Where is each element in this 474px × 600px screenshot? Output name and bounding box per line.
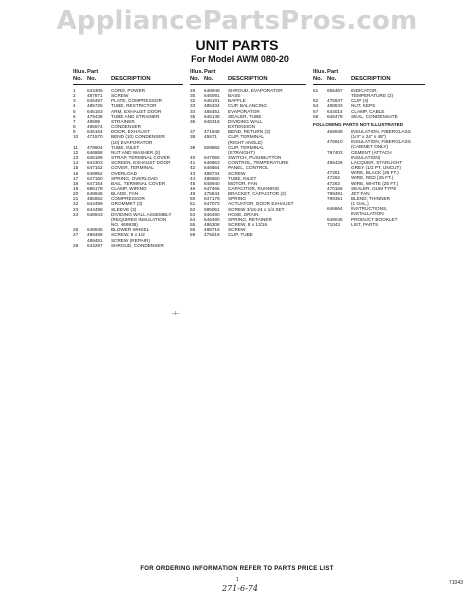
header-no-2: No. bbox=[327, 76, 337, 82]
illus-no: 11 bbox=[73, 144, 78, 150]
part-description: TUBE, RESTRICTOR bbox=[111, 103, 157, 109]
header-description: DESCRIPTION bbox=[111, 76, 151, 82]
part-no: 644306 bbox=[87, 88, 103, 93]
part-description: MOTOR, FAN bbox=[228, 180, 258, 186]
part-description: SCREW, 8 x 1/2 bbox=[111, 232, 145, 238]
part-no: 485426 bbox=[327, 159, 343, 165]
part-description: CLAMP, WIRING bbox=[111, 185, 147, 191]
part-no: 485451 bbox=[204, 108, 220, 114]
illus-no bbox=[313, 222, 327, 227]
table-row bbox=[313, 114, 425, 119]
part-description: HOSE, DRAIN bbox=[228, 211, 259, 217]
part-description: WIRE, BLACK (25 FT.) bbox=[351, 170, 399, 176]
illus-no: 32 bbox=[190, 98, 196, 104]
part-no: 645199 bbox=[87, 155, 103, 161]
part-description: EXTENSION bbox=[228, 124, 256, 130]
table-row bbox=[73, 243, 183, 248]
illus-no: 4 bbox=[73, 103, 76, 109]
part-no: 45571 bbox=[204, 134, 218, 140]
part-no: 47263 bbox=[327, 180, 341, 186]
part-no: 475518 bbox=[204, 232, 220, 238]
part-no: 646490 bbox=[204, 211, 220, 217]
part-description: CLIP, TERMINAL bbox=[228, 134, 265, 140]
header-blank bbox=[228, 69, 306, 76]
part-description: WIRE, WHITE (25 FT.) bbox=[351, 180, 399, 186]
part-no: 648945 bbox=[87, 227, 103, 233]
page-mark: 1 bbox=[236, 577, 239, 583]
part-no: 476810 bbox=[327, 139, 343, 145]
illus-no: 7 bbox=[73, 118, 76, 124]
header-part: Part bbox=[327, 69, 339, 75]
part-description: SHROUD, CONDENSER bbox=[111, 242, 164, 248]
illus-no: 59 bbox=[190, 232, 196, 238]
part-description: INSULATION, FIBERGLASS bbox=[351, 139, 411, 145]
illus-no: 25 bbox=[73, 227, 79, 233]
part-no: 49599 bbox=[87, 118, 101, 124]
illus-no: 54 bbox=[190, 216, 196, 222]
handwritten-note: 271-6-74 bbox=[222, 584, 258, 593]
illus-no: 3 bbox=[73, 98, 76, 104]
page-title: UNIT PARTS bbox=[195, 37, 279, 53]
part-description: CONDENSER bbox=[111, 124, 141, 130]
part-description: CEMENT (ATTACH bbox=[351, 149, 392, 155]
header-row-top bbox=[190, 69, 306, 76]
part-description: INSULATION, FIBERGLASS bbox=[351, 128, 411, 134]
illus-no: 38 bbox=[190, 134, 196, 140]
illus-no: 28 bbox=[73, 242, 79, 248]
part-no: 71043 bbox=[327, 221, 341, 227]
part-description: TEMPERATURE (2) bbox=[351, 93, 394, 99]
illus-no: 5 bbox=[73, 108, 76, 114]
illus-no: 8 bbox=[73, 124, 76, 130]
part-description: JET FAN bbox=[351, 190, 370, 196]
illus-no: 33 bbox=[190, 103, 196, 109]
illus-no: 9 bbox=[73, 129, 76, 135]
header-row-top bbox=[313, 69, 425, 76]
part-no: 488716 bbox=[204, 227, 220, 233]
part-no: 469938 bbox=[327, 128, 343, 134]
parts-column-3 bbox=[313, 69, 425, 227]
part-description: COVER, TERMINAL bbox=[111, 165, 154, 171]
part-no: 647065 bbox=[204, 155, 220, 161]
illus-no: 43 bbox=[190, 170, 196, 176]
illus-no: 2 bbox=[73, 93, 76, 99]
part-description: CLAMP, CABLE bbox=[351, 108, 385, 114]
watermark: AppliancePartsPros.com bbox=[56, 6, 418, 36]
illus-no: 19 bbox=[73, 185, 79, 191]
part-no: 47262 bbox=[327, 175, 341, 181]
part-description: TUBE AND STRAINER bbox=[111, 113, 160, 119]
part-description: CLIP (4) bbox=[351, 98, 369, 104]
part-no: 485725 bbox=[87, 103, 103, 109]
part-no: 488734 bbox=[204, 170, 220, 176]
part-description: INSTRUCTIONS, bbox=[351, 206, 388, 212]
illus-no: 21 bbox=[73, 196, 79, 202]
part-no: 648948 bbox=[204, 88, 220, 93]
header-no-2: No. bbox=[87, 76, 97, 82]
illus-no: 61 bbox=[313, 88, 319, 93]
part-description: ARM, EXHAUST DOOR bbox=[111, 108, 162, 114]
part-no: 646138 bbox=[204, 113, 220, 119]
illus-no: 14 bbox=[73, 160, 79, 166]
illus-no: 12 bbox=[73, 149, 79, 155]
part-no: 479604 bbox=[87, 144, 103, 150]
part-description: WIRE, RED (25 FT.) bbox=[351, 175, 394, 181]
part-description: (1 GAL.) bbox=[351, 201, 369, 207]
part-no: 487871 bbox=[87, 93, 103, 99]
illus-no: 55 bbox=[190, 222, 196, 228]
part-description: BRACKET, CAPACITOR (2) bbox=[228, 191, 287, 197]
part-description: SCREW 3/16-24 x 1/4 SET bbox=[228, 206, 285, 212]
model-subtitle: For Model AWM 080-20 bbox=[191, 54, 289, 64]
part-no: 471570 bbox=[87, 134, 103, 140]
part-description: INSTALLATION bbox=[351, 211, 384, 217]
part-description: INSULATION) bbox=[351, 154, 381, 160]
part-description: DOOR, EXHAUST bbox=[111, 129, 150, 135]
illus-no: 13 bbox=[73, 155, 79, 161]
part-description: SLEEVE (3) bbox=[111, 206, 137, 212]
part-no: 479438 bbox=[87, 113, 103, 119]
part-description: LACQUER, STARLIGHT bbox=[351, 159, 403, 165]
part-description: LIST, PARTS bbox=[351, 221, 379, 227]
illus-no: 50 bbox=[190, 196, 196, 202]
part-description: TUBE, INLET bbox=[111, 144, 140, 150]
part-no: 647466 bbox=[204, 185, 220, 191]
part-no: 488533 bbox=[327, 103, 343, 109]
part-description: (STRAIGHT) bbox=[228, 149, 255, 155]
illus-no: 46 bbox=[190, 185, 196, 191]
illus-no: 39 bbox=[190, 144, 196, 150]
part-description: SHROUD, EVAPORATOR bbox=[228, 88, 283, 93]
illus-no: 17 bbox=[73, 175, 79, 181]
part-no: 797403 bbox=[327, 149, 343, 155]
part-description: SCREW bbox=[228, 170, 246, 176]
header-description: DESCRIPTION bbox=[351, 76, 391, 82]
illus-no: 68 bbox=[313, 113, 319, 119]
part-no: 509882 bbox=[204, 144, 220, 150]
part-description: SEAL, CONDENSATE bbox=[351, 113, 398, 119]
part-no: 646091 bbox=[204, 93, 220, 99]
part-description: SWITCH, PUSHBUTTON bbox=[228, 155, 282, 161]
part-description: COMPRESSOR bbox=[111, 196, 145, 202]
part-no: 799491 bbox=[327, 190, 343, 196]
header-blank bbox=[111, 69, 183, 76]
part-description: NO. 469938) bbox=[111, 222, 138, 228]
part-no: 647150 bbox=[87, 175, 103, 181]
part-description: INDICATOR, bbox=[351, 88, 378, 93]
header-illus: Illus. bbox=[313, 69, 327, 75]
part-description: SPRING bbox=[228, 196, 246, 202]
part-no: 644303 bbox=[87, 160, 103, 166]
part-no: 646154 bbox=[87, 129, 103, 135]
header-no-2: No. bbox=[204, 76, 214, 82]
illus-no: 1 bbox=[73, 88, 76, 93]
part-description: OVERLOAD bbox=[111, 170, 138, 176]
illus-no: 34 bbox=[190, 108, 196, 114]
illus-no: 27 bbox=[73, 232, 79, 238]
not-illustrated-note: FOLLOWING PARTS NOT ILLUSTRATED bbox=[313, 121, 404, 127]
table-row bbox=[313, 222, 425, 227]
illus-no: 40 bbox=[190, 155, 196, 161]
header-illus: Illus. bbox=[190, 69, 204, 75]
illus-no: 64 bbox=[313, 103, 319, 109]
part-no: 488481 bbox=[87, 237, 103, 243]
header-no: No. bbox=[190, 76, 200, 82]
part-description: SPRING, OVERLOAD bbox=[111, 175, 158, 181]
illus-no: 30 bbox=[190, 93, 196, 99]
illus-no: 23 bbox=[73, 206, 79, 212]
illus-no: 24 bbox=[73, 211, 79, 217]
part-description: SCREW bbox=[228, 227, 246, 233]
part-description: PLATE, COMPRESSOR bbox=[111, 98, 162, 104]
illus-no: 44 bbox=[190, 175, 196, 181]
header-part: Part bbox=[87, 69, 99, 75]
part-description: STRAP, TERMINAL COVER bbox=[111, 155, 171, 161]
part-description: CLIP, TERMINAL bbox=[228, 144, 265, 150]
part-no: 485574 bbox=[87, 124, 103, 130]
header-row-top bbox=[73, 69, 183, 76]
part-description: BAIL, TERMINAL COVER bbox=[111, 180, 166, 186]
illus-no: 18 bbox=[73, 180, 79, 186]
part-no: 646868 bbox=[87, 149, 103, 155]
part-description: CONTROL, TEMPERATURE bbox=[228, 160, 289, 166]
part-description: CORD, POWER bbox=[111, 88, 146, 93]
part-no: 470166 bbox=[327, 185, 343, 191]
stray-mark: –/– bbox=[172, 311, 179, 317]
part-description: PANEL, CONTROL bbox=[228, 165, 269, 171]
part-no: 648045 bbox=[327, 216, 343, 222]
part-no: 646490 bbox=[204, 216, 220, 222]
header-row-bottom bbox=[313, 76, 425, 83]
part-no: 648952 bbox=[87, 170, 103, 176]
part-description: SCREEN, EXHAUST DOOR bbox=[111, 160, 171, 166]
illus-no: 52 bbox=[190, 206, 196, 212]
part-no: 644498 bbox=[87, 206, 103, 212]
part-description: (REQUIRES INSULATION bbox=[111, 216, 167, 222]
part-no: 646163 bbox=[87, 108, 103, 114]
header-row-bottom bbox=[73, 76, 183, 83]
illus-no: 16 bbox=[73, 170, 79, 176]
part-no: 485550 bbox=[204, 175, 220, 181]
illus-no: 49 bbox=[190, 191, 196, 197]
part-description: TUBE, INLET bbox=[228, 175, 257, 181]
part-no: 648940 bbox=[204, 180, 220, 186]
header-illus: Illus. bbox=[73, 69, 87, 75]
ordering-footer: FOR ORDERING INFORMATION REFER TO PARTS PRICE LIST bbox=[140, 566, 334, 572]
illus-no: 53 bbox=[190, 211, 196, 217]
part-no: 686178 bbox=[87, 185, 103, 191]
part-description: (CABINET ONLY) bbox=[351, 144, 389, 150]
illus-no: 22 bbox=[73, 201, 79, 207]
part-description: SPRING, RETAINER bbox=[228, 216, 272, 222]
illus-no: 10 bbox=[73, 134, 79, 140]
illus-no: 45 bbox=[190, 180, 196, 186]
illus-no: 42 bbox=[190, 165, 196, 171]
illus-no: 56 bbox=[190, 227, 196, 233]
part-description: SEALER, TUBE bbox=[228, 113, 262, 119]
parts-column-2 bbox=[190, 69, 306, 238]
table-row bbox=[190, 232, 306, 237]
part-description: CAPACITOR, RUNNING bbox=[228, 185, 280, 191]
header-description: DESCRIPTION bbox=[228, 76, 268, 82]
part-description: SEALER, GUM TYPE bbox=[351, 185, 397, 191]
part-description: SCREW, 8 x 13/16 bbox=[228, 222, 268, 228]
part-description: BEND (10) CONDENSER bbox=[111, 134, 165, 140]
part-no: 644499 bbox=[87, 201, 103, 207]
part-description: BAFFLE bbox=[228, 98, 246, 104]
part-no: 648943 bbox=[87, 211, 103, 217]
part-no: 644014 bbox=[327, 108, 343, 114]
part-description: EVAPORATOR bbox=[228, 108, 260, 114]
part-no: 485552 bbox=[87, 196, 103, 202]
part-description: GROMMET (3) bbox=[111, 201, 143, 207]
part-no: 646497 bbox=[87, 98, 103, 104]
parts-column-1 bbox=[73, 69, 183, 248]
part-no: 488488 bbox=[87, 232, 103, 238]
part-no: 647154 bbox=[87, 180, 103, 186]
part-no: 646191 bbox=[204, 98, 220, 104]
part-description: ACTUATOR, DOOR EXHAUST bbox=[228, 201, 294, 207]
header-row-bottom bbox=[190, 76, 306, 83]
column-header bbox=[190, 69, 306, 85]
part-description: STRAINER bbox=[111, 118, 135, 124]
illus-no: 62 bbox=[313, 98, 319, 104]
part-description: BASE bbox=[228, 93, 241, 99]
part-description: NUT, KEPS bbox=[351, 103, 376, 109]
part-no: 646863 bbox=[204, 160, 220, 166]
part-description: BLADE, FAN bbox=[111, 191, 139, 197]
illus-no: 37 bbox=[190, 129, 196, 135]
part-no: 799351 bbox=[327, 195, 343, 201]
part-description: PRODUCT BOOKLET bbox=[351, 216, 398, 222]
illus-no: 35 bbox=[190, 113, 196, 119]
header-blank bbox=[351, 69, 425, 76]
part-description: BLEND, THINNER bbox=[351, 195, 390, 201]
part-no: 471948 bbox=[204, 129, 220, 135]
part-description: BLOWER WHEEL bbox=[111, 227, 150, 233]
part-no: 647179 bbox=[204, 196, 220, 202]
part-description: GREY (1/2 PT. UNCUT) bbox=[351, 165, 401, 171]
part-description: BEND, RETURN (3) bbox=[228, 129, 271, 135]
part-description: SCREW bbox=[111, 93, 129, 99]
column-header bbox=[73, 69, 183, 85]
part-no: 655467 bbox=[327, 88, 343, 93]
part-no: 646318 bbox=[204, 118, 220, 124]
part-description: (1/4" x 24" x 48") bbox=[351, 134, 386, 140]
part-no: 475537 bbox=[327, 98, 343, 104]
column-header bbox=[313, 69, 425, 85]
illus-no: 6 bbox=[73, 113, 76, 119]
part-no: 595061 bbox=[204, 206, 220, 212]
illus-no: 15 bbox=[73, 165, 79, 171]
part-description: SCREW (REPAIR) bbox=[111, 237, 150, 243]
illus-no: 29 bbox=[190, 88, 196, 93]
part-description: DIVIDING WALL ASSEMBLY bbox=[111, 211, 172, 217]
part-description: (RIGHT ANGLE) bbox=[228, 139, 263, 145]
part-no: 475844 bbox=[204, 191, 220, 197]
illus-no: 51 bbox=[190, 201, 196, 207]
part-no: 646478 bbox=[327, 113, 343, 119]
part-no: 647152 bbox=[87, 165, 103, 171]
part-no: 644297 bbox=[87, 242, 103, 248]
part-description: NUT AND WASHER (2) bbox=[111, 149, 161, 155]
part-no: 646664 bbox=[327, 206, 343, 212]
part-no: 485334 bbox=[204, 103, 220, 109]
header-part: Part bbox=[204, 69, 216, 75]
part-no: 647073 bbox=[204, 201, 220, 207]
part-no: 648946 bbox=[87, 191, 103, 197]
part-no: 47261 bbox=[327, 170, 341, 176]
part-description: DIVIDING WALL bbox=[228, 118, 263, 124]
part-description: CUP, BALANCING bbox=[228, 103, 267, 109]
illus-no: 20 bbox=[73, 191, 79, 197]
header-no: No. bbox=[73, 76, 83, 82]
document-code: 71043 bbox=[449, 580, 463, 586]
part-no: 486308 bbox=[204, 222, 220, 228]
part-description: CLIP, TUBE bbox=[228, 232, 253, 238]
illus-no: 67 bbox=[313, 108, 319, 114]
part-no: 646864 bbox=[204, 165, 220, 171]
illus-no: 41 bbox=[190, 160, 196, 166]
illus-no: 36 bbox=[190, 118, 196, 124]
header-no: No. bbox=[313, 76, 323, 82]
part-description: (10) EVAPORATOR bbox=[111, 139, 153, 145]
